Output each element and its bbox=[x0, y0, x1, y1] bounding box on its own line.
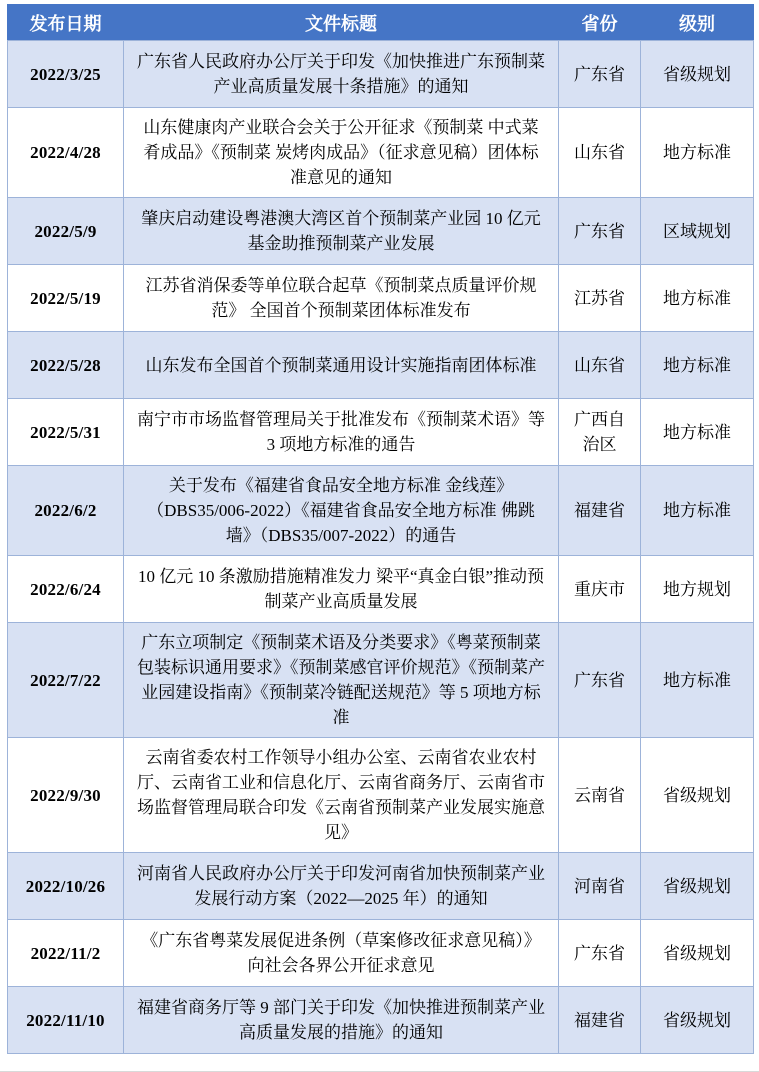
cell-level: 地方标准 bbox=[641, 332, 754, 399]
cell-title: 云南省委农村工作领导小组办公室、云南省农业农村厅、云南省工业和信息化厅、云南省商务厅、云南省市场监督管理局联合印发《云南省预制菜产业发展实施意见》 bbox=[124, 738, 559, 853]
cell-level: 地方规划 bbox=[641, 556, 754, 623]
cell-date: 2022/6/24 bbox=[8, 556, 124, 623]
cell-title: 《广东省粤菜发展促进条例（草案修改征求意见稿）》向社会各界公开征求意见 bbox=[124, 920, 559, 987]
cell-date: 2022/11/10 bbox=[8, 987, 124, 1054]
column-header-date: 发布日期 bbox=[8, 5, 124, 41]
table-row bbox=[8, 466, 754, 556]
cell-title: 河南省人民政府办公厅关于印发河南省加快预制菜产业发展行动方案（2022—2025 年）的通知 bbox=[124, 853, 559, 920]
cell-level: 省级规划 bbox=[641, 987, 754, 1054]
cell-title: 福建省商务厅等 9 部门关于印发《加快推进预制菜产业高质量发展的措施》的通知 bbox=[124, 987, 559, 1054]
cell-level: 省级规划 bbox=[641, 853, 754, 920]
cell-province: 广东省 bbox=[559, 920, 641, 987]
cell-date: 2022/7/22 bbox=[8, 623, 124, 738]
table-row bbox=[8, 987, 754, 1054]
column-header-level: 级别 bbox=[641, 5, 754, 41]
cell-title: 10 亿元 10 条激励措施精准发力 梁平“真金白银”推动预制菜产业高质量发展 bbox=[124, 556, 559, 623]
cell-province: 江苏省 bbox=[559, 265, 641, 332]
cell-level: 省级规划 bbox=[641, 41, 754, 108]
table-row bbox=[8, 623, 754, 738]
cell-date: 2022/6/2 bbox=[8, 466, 124, 556]
policy-table bbox=[7, 4, 754, 1054]
column-header-title: 文件标题 bbox=[124, 5, 559, 41]
cell-date: 2022/5/28 bbox=[8, 332, 124, 399]
cell-level: 省级规划 bbox=[641, 738, 754, 853]
cell-title: 肇庆启动建设粤港澳大湾区首个预制菜产业园 10 亿元基金助推预制菜产业发展 bbox=[124, 198, 559, 265]
cell-province: 广西自治区 bbox=[559, 399, 641, 466]
cell-province: 广东省 bbox=[559, 623, 641, 738]
cell-date: 2022/5/19 bbox=[8, 265, 124, 332]
cell-title: 关于发布《福建省食品安全地方标准 金线莲》（DBS35/006-2022）《福建省食品安全地方标准 佛跳墙》（DBS35/007-2022）的通告 bbox=[124, 466, 559, 556]
cell-title: 广东省人民政府办公厅关于印发《加快推进广东预制菜产业高质量发展十条措施》的通知 bbox=[124, 41, 559, 108]
cell-level: 区域规划 bbox=[641, 198, 754, 265]
cell-title: 南宁市市场监督管理局关于批准发布《预制菜术语》等 3 项地方标准的通告 bbox=[124, 399, 559, 466]
table-row bbox=[8, 41, 754, 108]
table-body bbox=[8, 41, 754, 1054]
table-row bbox=[8, 108, 754, 198]
cell-date: 2022/4/28 bbox=[8, 108, 124, 198]
table-row bbox=[8, 265, 754, 332]
table-row bbox=[8, 920, 754, 987]
cell-province: 河南省 bbox=[559, 853, 641, 920]
cell-province: 广东省 bbox=[559, 41, 641, 108]
table-row bbox=[8, 332, 754, 399]
cell-province: 福建省 bbox=[559, 987, 641, 1054]
cell-province: 重庆市 bbox=[559, 556, 641, 623]
cell-level: 地方标准 bbox=[641, 399, 754, 466]
cell-province: 山东省 bbox=[559, 332, 641, 399]
cell-date: 2022/3/25 bbox=[8, 41, 124, 108]
cell-level: 省级规划 bbox=[641, 920, 754, 987]
cell-title: 广东立项制定《预制菜术语及分类要求》《粤菜预制菜包装标识通用要求》《预制菜感官评价规范》《预制菜产业园建设指南》《预制菜冷链配送规范》等 5 项地方标准 bbox=[124, 623, 559, 738]
cell-title: 山东健康肉产业联合会关于公开征求《预制菜 中式菜肴成品》《预制菜 炭烤肉成品》（征求意见稿）团体标准意见的通知 bbox=[124, 108, 559, 198]
cell-level: 地方标准 bbox=[641, 265, 754, 332]
cell-date: 2022/11/2 bbox=[8, 920, 124, 987]
cell-date: 2022/5/31 bbox=[8, 399, 124, 466]
table-row bbox=[8, 556, 754, 623]
table-row bbox=[8, 853, 754, 920]
header-row bbox=[8, 5, 754, 41]
cell-province: 云南省 bbox=[559, 738, 641, 853]
cell-level: 地方标准 bbox=[641, 466, 754, 556]
column-header-province: 省份 bbox=[559, 5, 641, 41]
table-header bbox=[8, 5, 754, 41]
cell-level: 地方标准 bbox=[641, 623, 754, 738]
cell-title: 江苏省消保委等单位联合起草《预制菜点质量评价规范》 全国首个预制菜团体标准发布 bbox=[124, 265, 559, 332]
cell-province: 广东省 bbox=[559, 198, 641, 265]
table-row bbox=[8, 738, 754, 853]
cell-date: 2022/9/30 bbox=[8, 738, 124, 853]
cell-province: 山东省 bbox=[559, 108, 641, 198]
cell-title: 山东发布全国首个预制菜通用设计实施指南团体标准 bbox=[124, 332, 559, 399]
table-row bbox=[8, 399, 754, 466]
cell-level: 地方标准 bbox=[641, 108, 754, 198]
table-row bbox=[8, 198, 754, 265]
cell-date: 2022/5/9 bbox=[8, 198, 124, 265]
cell-province: 福建省 bbox=[559, 466, 641, 556]
cell-date: 2022/10/26 bbox=[8, 853, 124, 920]
